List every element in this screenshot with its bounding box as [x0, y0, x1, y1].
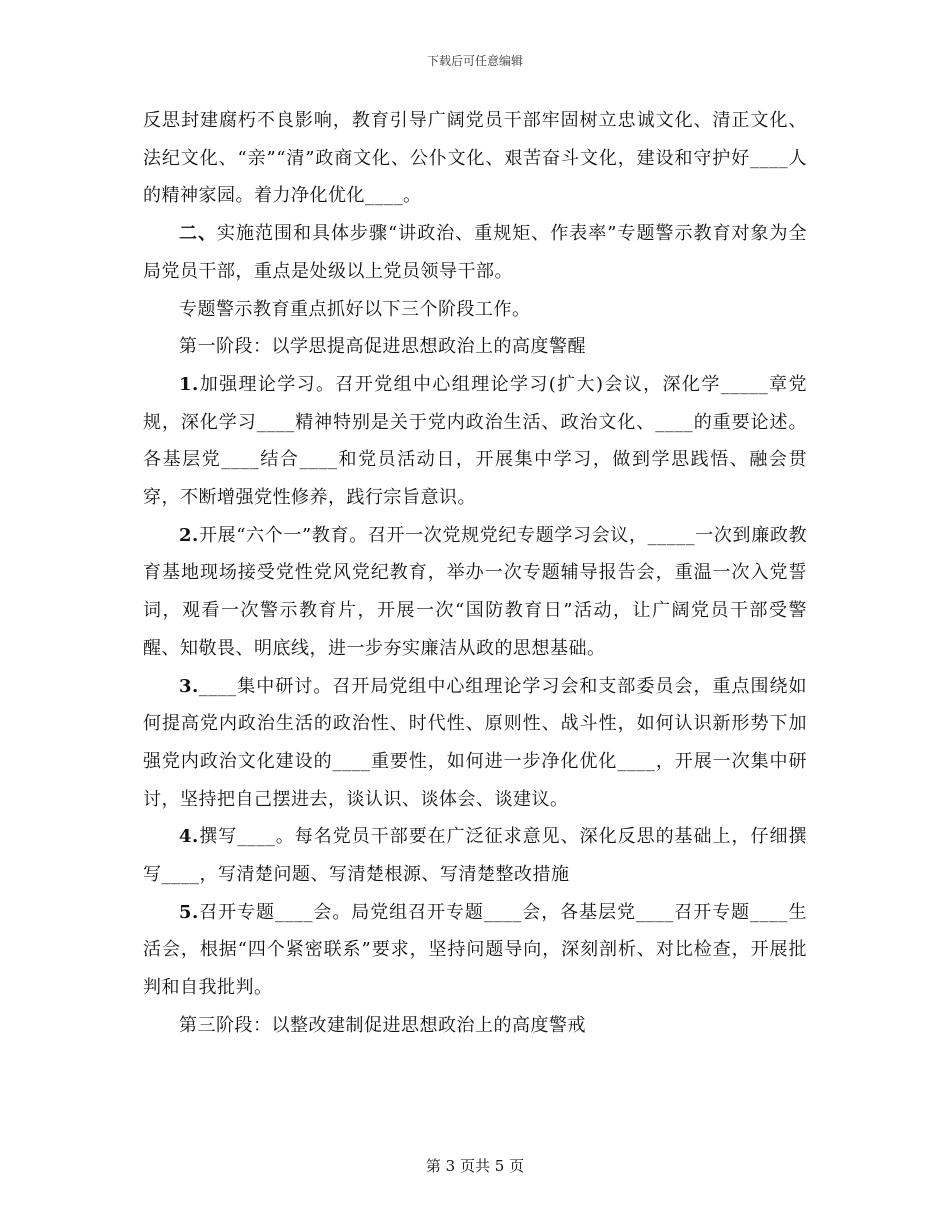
paragraph-6: [143, 517, 807, 668]
paragraph-text: 反思封建腐朽不良影响，教育引导广阔党员干部牢固树立忠诚文化、清正文化、法纪文化、“亲”“清”政商文化、公仆文化、艰苦奋斗文化，建设和守护好____人的精神家园。着力净化优化____。: [143, 110, 807, 207]
paragraph-lead: 4.: [179, 826, 199, 848]
paragraph-4: [143, 328, 807, 366]
paragraph-7: [143, 668, 807, 819]
paragraph-lead: 5.: [179, 901, 199, 923]
paragraph-text: 专题警示教育重点抓好以下三个阶段工作。: [179, 298, 531, 320]
paragraph-3: [143, 291, 807, 329]
paragraph-10: [143, 1007, 807, 1045]
paragraph-lead: 2.: [179, 524, 199, 546]
paragraph-text: ____集中研讨。召开局党组中心组理论学习会和支部委员会，重点围绕如何提高党内政治生活的政治性、时代性、原则性、战斗性，如何认识新形势下加强党内政治文化建设的____重要性，如何进一步净化优化____，开展一次集中研讨，坚持把自己摆进去，谈认识、谈体会、谈建议。: [143, 675, 807, 810]
paragraph-text: 加强理论学习。召开党组中心组理论学习(扩大)会议，深化学_____章党规，深化学习____精神特别是关于党内政治生活、政治文化、____的重要论述。各基层党____结合____和党员活动日，开展集中学习，做到学思践悟、融会贯穿，不断增强党性修养，践行宗旨意识。: [143, 373, 807, 509]
paragraph-text: 实施范围和具体步骤“讲政治、重规矩、作表率”专题警示教育对象为全局党员干部，重点是处级以上党员领导干部。: [143, 223, 808, 282]
document-body: [143, 102, 807, 1045]
paragraph-8: [143, 818, 807, 893]
page-header: 下载后可任意编辑: [426, 54, 523, 68]
paragraph-2: [143, 215, 807, 290]
paragraph-text: 召开专题____会。局党组召开专题____会，各基层党____召开专题____生活会，根据“四个紧密联系”要求，坚持问题导向，深刻剖析、对比检查，开展批判和自我批判。: [143, 901, 807, 999]
page-number: 第 3 页共 5 页: [425, 1157, 525, 1175]
paragraph-lead: 3.: [179, 675, 199, 697]
paragraph-9: [143, 894, 807, 1007]
paragraph-lead: 1.: [179, 373, 199, 395]
paragraph-text: 第三阶段：以整改建制促进思想政治上的高度警戒: [179, 1014, 586, 1036]
paragraph-5: [143, 366, 807, 517]
paragraph-text: 开展“六个一”教育。召开一次党规党纪专题学习会议，_____一次到廉政教育基地现场接受党性党风党纪教育，举办一次专题辅导报告会，重温一次入党誓词，观看一次警示教育片，开展一次“国防教育日”活动，让广阔党员干部受警醒、知敬畏、明底线，进一步夯实廉洁从政的思想基础。: [143, 524, 807, 659]
paragraph-text: 撰写____。每名党员干部要在广泛征求意见、深化反思的基础上，仔细撰写____，写清楚问题、写清楚根源、写清楚整改措施: [143, 826, 807, 886]
paragraph-1: [143, 102, 807, 215]
paragraph-lead: 二、: [179, 223, 218, 245]
paragraph-text: 第一阶段：以学思提高促进思想政治上的高度警醒: [179, 336, 586, 358]
